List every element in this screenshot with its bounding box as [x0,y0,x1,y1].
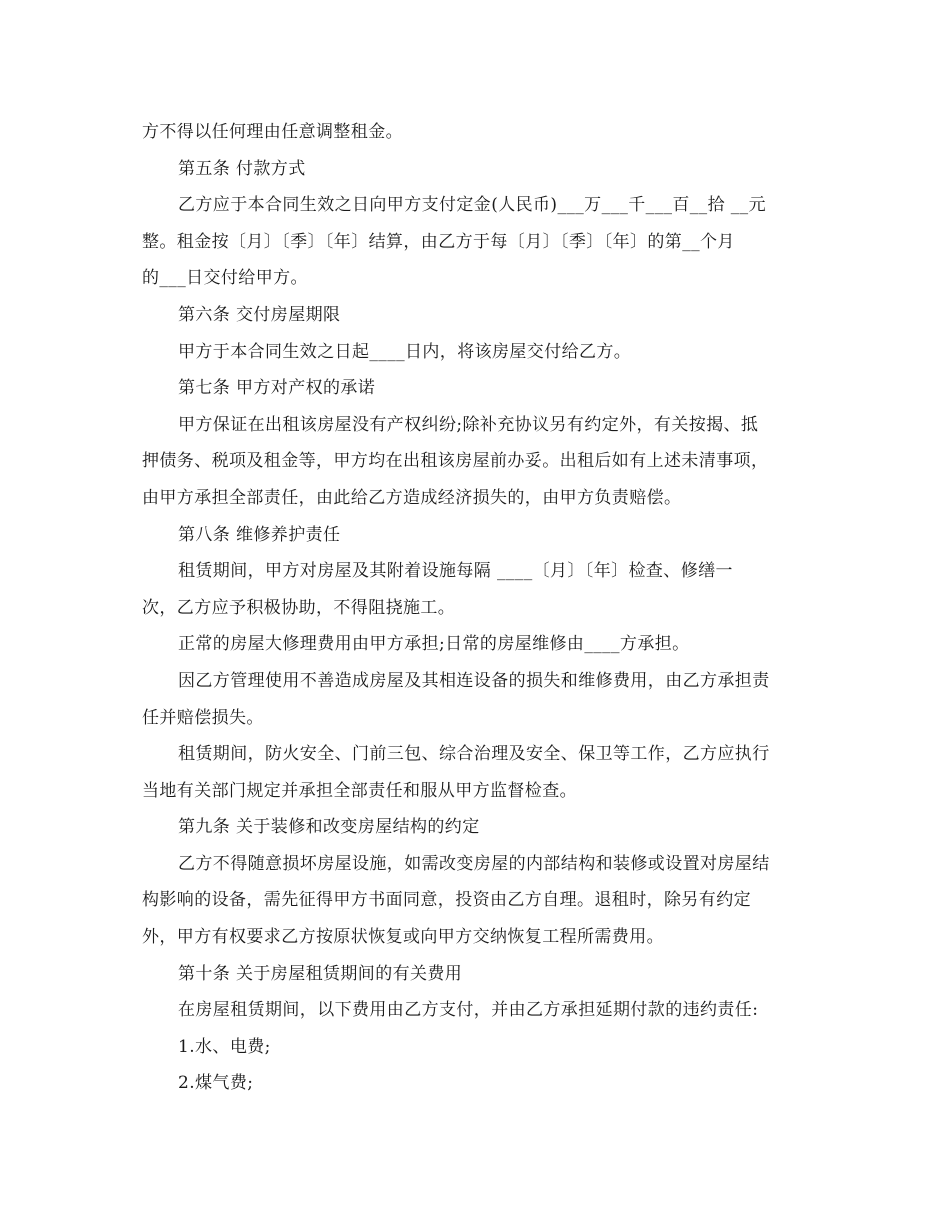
text-line: 押债务、税项及租金等，甲方均在出租该房屋前办妥。出租后如有上述未清事项， [142,451,769,472]
text-line: 甲方保证在出租该房屋没有产权纠纷;除补充协议另有约定外，有关按揭、抵 [178,414,759,435]
text-line: 当地有关部门规定并承担全部责任和服从甲方监督检查。 [142,780,577,801]
text-line: 整。租金按〔月〕〔季〕〔年〕结算，由乙方于每〔月〕〔季〕〔年〕的第__个月 [142,231,735,252]
text-line: 第九条 关于装修和改变房屋结构的约定 [178,817,480,838]
text-line: 第十条 关于房屋租赁期间的有关费用 [178,963,463,984]
text-line: 的___日交付给甲方。 [142,268,308,289]
text-line: 次，乙方应予积极协助，不得阻挠施工。 [142,597,456,618]
text-line: 由甲方承担全部责任，由此给乙方造成经济损失的，由甲方负责赔偿。 [142,487,682,508]
text-line: 第五条 付款方式 [178,158,306,179]
text-line: 因乙方管理使用不善造成房屋及其相连设备的损失和维修费用，由乙方承担责 [178,670,770,691]
contract-text-block [142,114,810,1102]
text-line: 甲方于本合同生效之日起____日内，将该房屋交付给乙方。 [178,341,632,362]
text-line: 任并赔偿损失。 [142,707,264,728]
text-line: 第八条 维修养护责任 [178,524,341,545]
text-line: 第七条 甲方对产权的承诺 [178,378,376,399]
text-line: 正常的房屋大修理费用由甲方承担;日常的房屋维修由____方承担。 [178,634,690,655]
text-line: 方不得以任何理由任意调整租金。 [142,122,403,142]
text-line: 2.煤气费; [178,1073,254,1094]
text-line: 在房屋租赁期间，以下费用由乙方支付，并由乙方承担延期付款的违约责任: [178,1000,759,1021]
text-line: 乙方应于本合同生效之日向甲方支付定金(人民币)___万___千___百__拾 __元 [178,195,766,216]
text-line: 第六条 交付房屋期限 [178,304,341,325]
text-line: 构影响的设备，需先征得甲方书面同意，投资由乙方自理。退租时，除另有约定 [142,890,751,911]
text-line: 外，甲方有权要求乙方按原状恢复或向甲方交纳恢复工程所需费用。 [142,927,664,948]
text-line: 租赁期间，甲方对房屋及其附着设施每隔 ____〔月〕〔年〕检查、修缮一 [178,561,733,582]
text-line: 1.水、电费; [178,1036,271,1057]
text-line: 租赁期间，防火安全、门前三包、综合治理及安全、保卫等工作，乙方应执行 [178,744,770,765]
text-line: 乙方不得随意损坏房屋设施，如需改变房屋的内部结构和装修或设置对房屋结 [178,853,770,874]
